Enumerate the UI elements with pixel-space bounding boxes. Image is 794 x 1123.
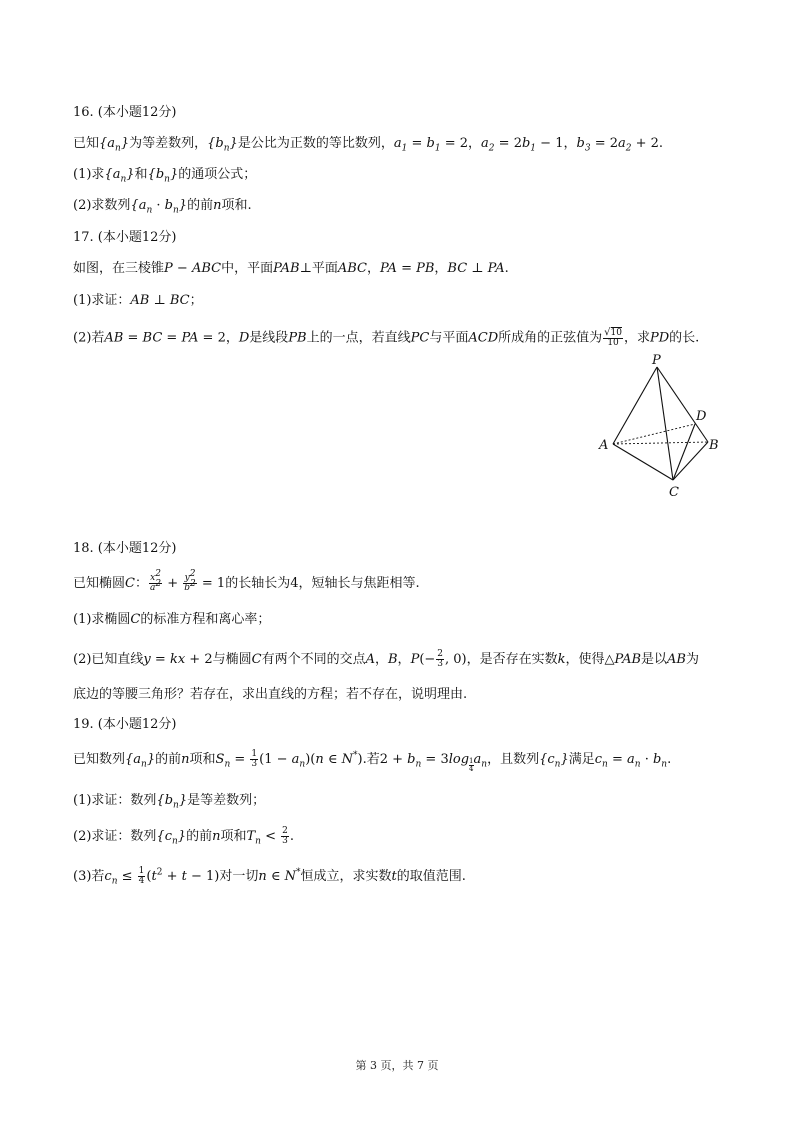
q18-stem-text: 已知椭圆: [73, 576, 126, 591]
q18-part2: (2)已知直线y = kx + 2与椭圆C有两个不同的交点A，B，P(− $\frac{2}{3}$ , 0)，是否存在实数k，使得△PAB是以AB为: [73, 649, 700, 669]
q19-part3-text-3: 恒成立，求实数: [300, 869, 392, 884]
tetrahedron-figure: [596, 352, 726, 502]
q16-part1-text-3: 的通项公式；: [178, 167, 257, 182]
label-c: C: [669, 485, 679, 500]
q19-part3-text: (3)若: [73, 869, 105, 884]
label-b: B: [709, 438, 719, 453]
q18-part2-text-3: 有两个不同的交点: [261, 652, 366, 667]
edge-pb: [657, 367, 708, 442]
q18-part2-text-2: 与椭圆: [212, 652, 252, 667]
q18-part2-text-6: 是以: [641, 652, 668, 667]
edge-pa: [613, 367, 657, 444]
edge-bc: [673, 442, 708, 480]
q17-stem-text-2: 中，平面: [221, 261, 274, 276]
edge-ab-hidden: [613, 442, 708, 444]
q16-part2-text-2: 的前: [187, 198, 214, 213]
sin-fraction: $\frac{√10}{10}$: [604, 327, 622, 348]
q19-stem-text-2: 的前: [155, 752, 182, 767]
q19-part1-text-2: 是等差数列；: [187, 793, 266, 808]
q19-part3-text-2: 对一切: [219, 869, 259, 884]
q18-header: 18. (本小题12分): [73, 541, 177, 556]
edge-pc: [657, 367, 673, 480]
q16-stem-text-2: 为等差数列，: [129, 136, 208, 151]
q16-part2-text-3: 项和.: [221, 198, 252, 213]
q19-part1: (1)求证：数列$\{b_n\}$是等差数列；: [73, 793, 266, 811]
label-a: A: [599, 438, 609, 453]
q18-part2-text-5: ，使得△: [565, 652, 615, 667]
q17-part1: (1)求证：AB ⊥ BC；: [73, 293, 203, 308]
q19-part2: (2)求证：数列$\{c_n\}$的前n项和$T_n$ < $\frac{2}{3}$ .: [73, 826, 294, 847]
edge-dc: [673, 424, 695, 480]
q17-stem-text-3: ⊥平面: [299, 261, 338, 276]
q18-stem-text-2: 的长轴长为4，短轴长与焦距相等.: [225, 576, 420, 591]
q18-part1-text: (1)求椭圆: [73, 612, 131, 627]
q18-part2-text: (2)已知直线: [73, 652, 144, 667]
label-d: D: [696, 409, 707, 424]
q19-header: 19. (本小题12分): [73, 717, 177, 732]
q17-part2-text-4: 与平面: [429, 330, 469, 346]
q17-header: 17. (本小题12分): [73, 230, 177, 245]
q16-part2-text: (2)求数列: [73, 198, 131, 213]
q17-stem-text: 如图，在三棱锥: [73, 261, 165, 276]
q16-stem-text: 已知: [73, 136, 100, 151]
q16-part2: (2)求数列$\{a_n \cdot b_n\}$的前n项和.: [73, 198, 252, 216]
q19-part2-text-3: 项和: [220, 829, 247, 844]
q16-stem: 已知$\{a_n\}$为等差数列，$\{b_n\}$是公比为正数的等比数列，$a_1 = b_1 = 2$，$a_2 = 2b_1 - 1$，$b_3 = 2a_2 + 2$.: [73, 136, 664, 154]
q19-part2-text-2: 的前: [186, 829, 213, 844]
q19-stem-text: 已知数列: [73, 752, 126, 767]
q18-part1: (1)求椭圆C的标准方程和离心率；: [73, 612, 271, 627]
q17-part1-text: (1)求证：: [73, 293, 131, 308]
edge-ad-hidden: [613, 424, 695, 444]
edge-ac: [613, 444, 673, 480]
q19-stem: 已知数列$\{a_n\}$的前n项和$S_n$ = $\frac{1}{3}$ $(1 - a_n)(n$ ∈ N*).若$2 + b_n = 3\log$ $\frac{1}{4}a_n$，且数列$\{c_n\}$满足$c_n = a_n \cdot b_n$.: [73, 749, 672, 773]
q18-part2-text-4: 是否存在实数: [479, 652, 558, 667]
q18-part2-text-7: 为: [686, 652, 700, 667]
q17-part2-text-5: 所成角的正弦值为: [498, 330, 603, 346]
q19-stem-text-5: ，且数列: [487, 752, 540, 767]
q17-part2-text-6: ，求: [623, 330, 650, 346]
label-p: P: [652, 353, 661, 368]
q16-stem-text-3: 是公比为正数的等比数列，: [237, 136, 394, 151]
q16-part1-text: (1)求: [73, 167, 105, 182]
q19-stem-text-6: 满足: [568, 752, 595, 767]
q16-part1-text-2: 和: [134, 167, 148, 182]
q16-part1: (1)求$\{a_n\}$和$\{b_n\}$的通项公式；: [73, 167, 257, 185]
q17-part2-text: (2)若: [73, 330, 105, 346]
q17-part2-text-3: 上的一点，若直线: [306, 330, 411, 346]
q19-stem-text-4: .若: [362, 752, 380, 767]
q18-part2-line2: 底边的等腰三角形？若存在，求出直线的方程；若不存在，说明理由.: [73, 687, 468, 702]
q17-stem: 如图，在三棱锥P − ABC中，平面PAB⊥平面ABC，PA = PB，BC ⊥ PA.: [73, 261, 509, 276]
q18-part1-text-2: 的标准方程和离心率；: [140, 612, 271, 627]
q19-part2-text: (2)求证：数列: [73, 829, 157, 844]
q19-part3-text-4: 的取值范围.: [396, 869, 466, 884]
q17-part2-text-7: 的长.: [669, 330, 700, 346]
q18-stem: 已知椭圆C： $\frac{x^2}{a^2}$ + $\frac{y^2}{b^2}$ = 1的长轴长为4，短轴长与焦距相等.: [73, 569, 420, 593]
q19-stem-text-3: 项和: [189, 752, 216, 767]
q17-part2-text-2: 是线段: [249, 330, 289, 346]
q19-part3: (3)若$c_n$ ≤ $\frac{1}{4}$ $(t^2 + t - 1)$对一切n ∈ N*恒成立，求实数t的取值范围.: [73, 866, 466, 887]
page-footer: 第 3 页，共 7 页: [355, 1059, 439, 1072]
q17-part2: (2)若AB = BC = PA = 2，D是线段PB上的一点，若直线PC与平面ACD所成角的正弦值为 $\frac{√10}{10}$ ，求PD的长.: [73, 327, 700, 348]
q19-part1-text: (1)求证：数列: [73, 793, 157, 808]
q16-header: 16. (本小题12分): [73, 105, 177, 120]
